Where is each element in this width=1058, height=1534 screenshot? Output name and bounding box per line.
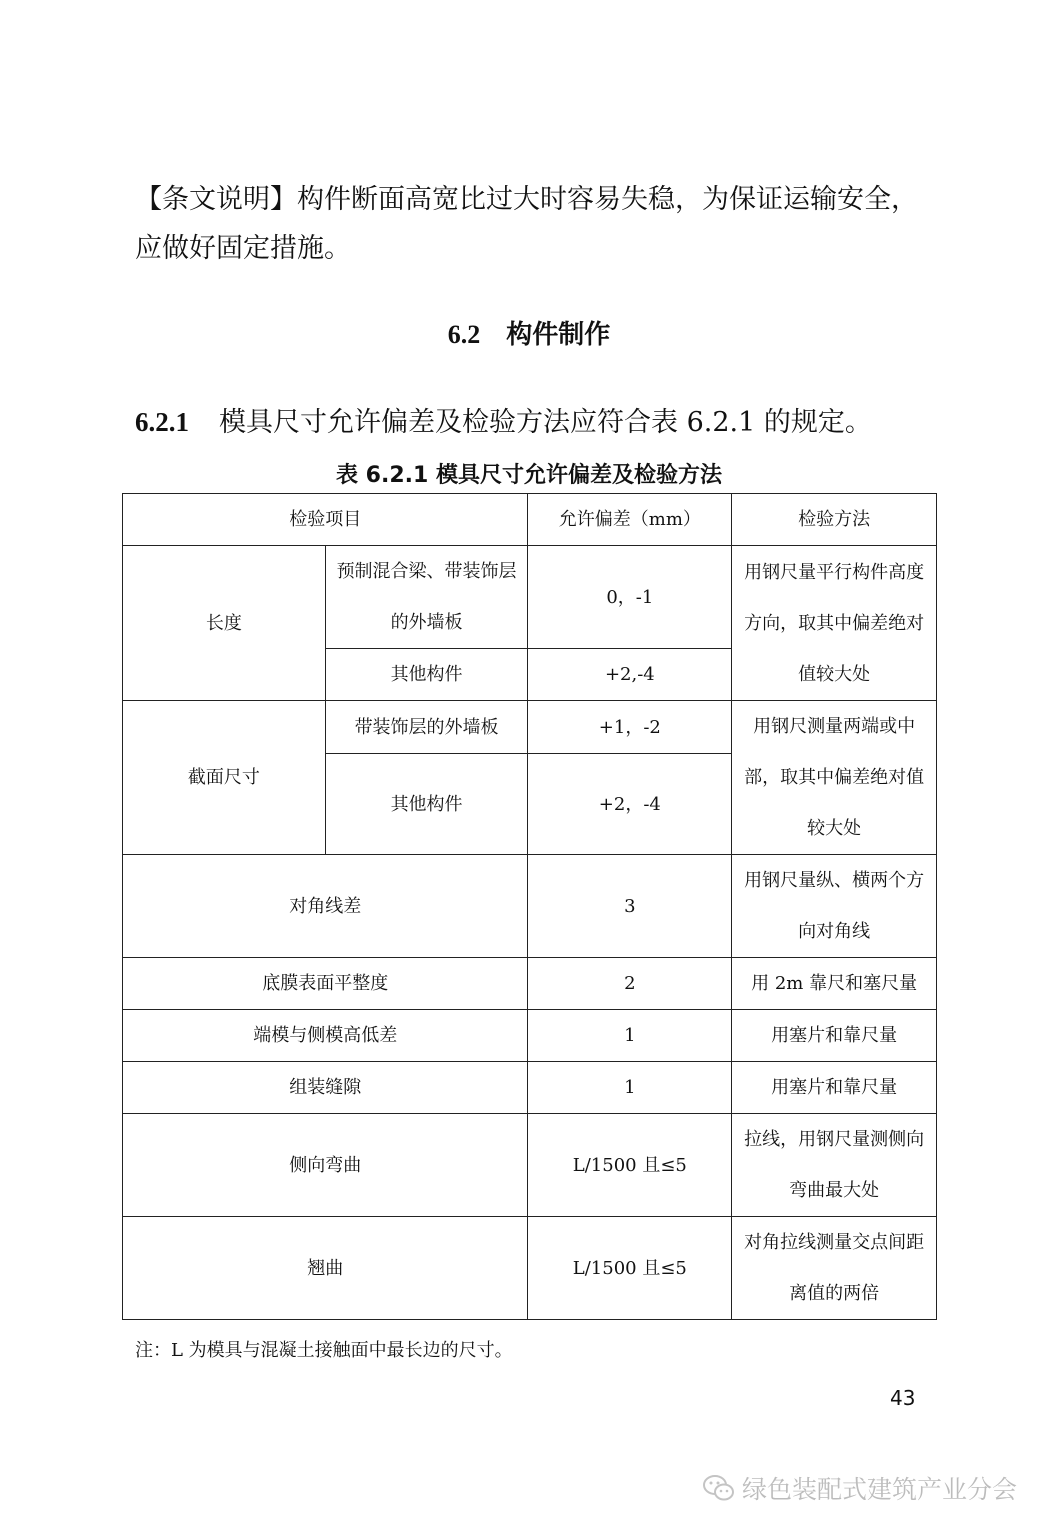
length-sub2-name: 其他构件 [325, 649, 528, 701]
row-item: 端模与侧模高低差 [123, 1010, 528, 1062]
row-item: 翘曲 [123, 1217, 528, 1320]
section-title: 构件制作 [506, 320, 611, 350]
row-tol: 3 [528, 855, 732, 958]
row-method: 用塞片和靠尺量 [732, 1010, 937, 1062]
section-heading [0, 314, 1058, 351]
row-tol: 1 [528, 1010, 732, 1062]
length-sub1-name: 预制混合梁、带装饰层的外墙板 [325, 546, 528, 649]
row-item: 对角线差 [123, 855, 528, 958]
row-tol: 2 [528, 958, 732, 1010]
table-row [123, 855, 937, 958]
table-row [123, 701, 937, 754]
table-row [123, 1010, 937, 1062]
header-item: 检验项目 [123, 494, 528, 546]
row-method: 对角拉线测量交点间距离值的两倍 [732, 1217, 937, 1320]
table-header-row [123, 494, 937, 546]
length-sub1-tol: 0，-1 [528, 546, 732, 649]
clause-number: 6.2.1 [135, 407, 189, 437]
table-note: 注：L 为模具与混凝土接触面中最长边的尺寸。 [135, 1340, 513, 1361]
table-row [123, 958, 937, 1010]
watermark-text: 绿色装配式建筑产业分会 [742, 1475, 1018, 1504]
watermark [702, 1470, 1017, 1506]
row-method: 用钢尺量纵、横两个方向对角线 [732, 855, 937, 958]
row-item: 组装缝隙 [123, 1062, 528, 1114]
header-tolerance: 允许偏差（mm） [528, 494, 732, 546]
section-size-sub2-name: 其他构件 [325, 754, 528, 855]
section-size-label: 截面尺寸 [123, 701, 326, 855]
tolerance-table [122, 493, 937, 1320]
length-method: 用钢尺量平行构件高度方向，取其中偏差绝对值较大处 [732, 546, 937, 701]
clause-text: 模具尺寸允许偏差及检验方法应符合表 6.2.1 的规定。 [219, 407, 872, 438]
row-item: 底膜表面平整度 [123, 958, 528, 1010]
section-number: 6.2 [447, 320, 481, 349]
table-caption: 表 6.2.1 模具尺寸允许偏差及检验方法 [336, 463, 722, 488]
table-row [123, 546, 937, 649]
row-method: 拉线，用钢尺量测侧向弯曲最大处 [732, 1114, 937, 1217]
table-row [123, 1062, 937, 1114]
row-tol: 1 [528, 1062, 732, 1114]
length-sub2-tol: +2,-4 [528, 649, 732, 701]
section-size-method: 用钢尺测量两端或中部，取其中偏差绝对值较大处 [732, 701, 937, 855]
wechat-icon [702, 1473, 736, 1503]
row-method: 用 2m 靠尺和塞尺量 [732, 958, 937, 1010]
section-size-sub1-name: 带装饰层的外墙板 [325, 701, 528, 754]
row-item: 侧向弯曲 [123, 1114, 528, 1217]
section-size-sub1-tol: +1，-2 [528, 701, 732, 754]
clause-explanation: 【条文说明】构件断面高宽比过大时容易失稳，为保证运输安全，应做好固定措施。 [135, 184, 918, 264]
row-tol: L/1500 且≤5 [528, 1217, 732, 1320]
row-method: 用塞片和靠尺量 [732, 1062, 937, 1114]
clause-6-2-1 [135, 400, 872, 445]
row-tol: L/1500 且≤5 [528, 1114, 732, 1217]
section-size-sub2-tol: +2，-4 [528, 754, 732, 855]
length-label: 长度 [123, 546, 326, 701]
table-row [123, 1114, 937, 1217]
table-row [123, 1217, 937, 1320]
page-number: 43 [890, 1386, 916, 1410]
header-method: 检验方法 [732, 494, 937, 546]
